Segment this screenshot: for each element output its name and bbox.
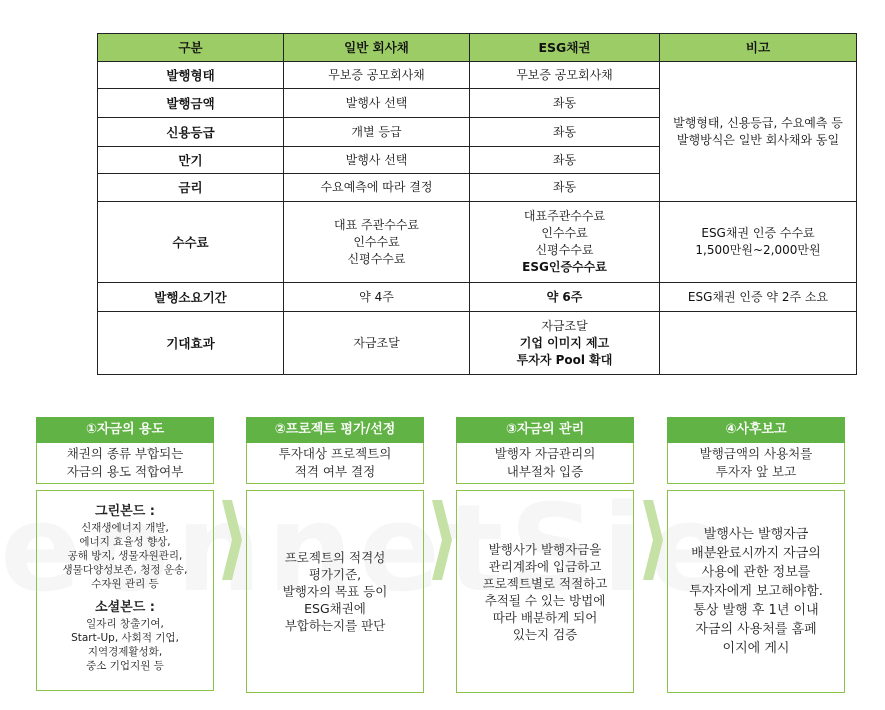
step-subtitle: 발행금액의 사용처를 투자자 앞 보고 — [667, 443, 845, 484]
chevron-right-icon — [220, 500, 244, 580]
table-row — [98, 202, 857, 283]
green-bond-title: 그린본드 : — [95, 504, 155, 519]
row-label: 금리 — [98, 174, 284, 202]
table-row — [98, 283, 857, 312]
chevron-right-icon — [430, 500, 454, 580]
general-cell: 대표 주관수수료 인수수료 신평수수료 — [284, 202, 470, 283]
esg-cell: 대표주관수수료 인수수료 신평수수료 ESG인증수수료 — [470, 202, 660, 283]
general-cell: 무보증 공모회사채 — [284, 62, 470, 89]
esg-cell: 약 6주 — [470, 283, 660, 312]
step-title: ③자금의 관리 — [456, 417, 634, 443]
social-bond-title: 소셜본드 : — [95, 600, 155, 615]
remark-cell: ESG채권 인증 수수료 1,500만원~2,000만원 — [660, 202, 857, 283]
table-row — [98, 312, 857, 375]
step-body: 프로젝트의 적격성 평가기준, 발행자의 목표 등이 ESG채권에 부합하는지를 판단 — [246, 490, 424, 693]
step-title: ②프로젝트 평가/선정 — [246, 417, 424, 443]
header-category: 구분 — [98, 34, 284, 62]
header-esg-bond: ESG채권 — [470, 34, 660, 62]
step-body: 발행사가 발행자금을 관리계좌에 입금하고 프로젝트별로 적절하고 추적될 수 있는 방법에 따라 배분하게 되어 있는지 검증 — [456, 490, 634, 693]
comparison-table — [97, 33, 857, 375]
chevron-right-icon — [641, 500, 665, 580]
esg-cell: 좌동 — [470, 118, 660, 147]
general-cell: 약 4주 — [284, 283, 470, 312]
general-cell: 발행사 선택 — [284, 89, 470, 118]
step-subtitle: 투자대상 프로젝트의 적격 여부 결정 — [246, 443, 424, 484]
header-general-bond: 일반 회사채 — [284, 34, 470, 62]
row-label: 발행소요기간 — [98, 283, 284, 312]
esg-cell: 무보증 공모회사채 — [470, 62, 660, 89]
step-body: 그린본드 : 신재생에너지 개발, 에너지 효율성 향상, 공해 방지, 생물자원관리, 생물다양성보존, 청정 운송, 수자원 관리 등 소셜본드 : 일자리 창출기여, Start-Up, 사회적 기업, 지역경제활성화, 중소 기업지원 등 — [36, 490, 214, 691]
row-label: 수수료 — [98, 202, 284, 283]
row-label: 신용등급 — [98, 118, 284, 147]
table-row — [98, 62, 857, 89]
esg-cell: 좌동 — [470, 89, 660, 118]
step-fund-management — [456, 417, 634, 693]
step-body: 발행사는 발행자금 배분완료시까지 자금의 사용에 관한 정보를 투자자에게 보고해야함. 통상 발행 후 1년 이내 자금의 사용처를 홈페 이지에 게시 — [667, 490, 845, 693]
step-title: ①자금의 용도 — [36, 417, 214, 443]
table-header-row — [98, 34, 857, 62]
general-cell: 개별 등급 — [284, 118, 470, 147]
step-post-reporting — [667, 417, 845, 693]
esg-cell: 자금조달 기업 이미지 제고 투자자 Pool 확대 — [470, 312, 660, 375]
remark-cell: ESG채권 인증 약 2주 소요 — [660, 283, 857, 312]
step-project-evaluation — [246, 417, 424, 693]
step-title: ④사후보고 — [667, 417, 845, 443]
row-label: 기대효과 — [98, 312, 284, 375]
merged-remark-cell: 발행형태, 신용등급, 수요예측 등 발행방식은 일반 회사채와 동일 — [660, 62, 857, 202]
esg-cell: 좌동 — [470, 174, 660, 202]
step-subtitle: 발행자 자금관리의 내부절차 입증 — [456, 443, 634, 484]
remark-cell — [660, 312, 857, 375]
step-subtitle: 채권의 종류 부합되는 자금의 용도 적합여부 — [36, 443, 214, 484]
general-cell: 수요예측에 따라 결정 — [284, 174, 470, 202]
general-cell: 발행사 선택 — [284, 147, 470, 174]
esg-cell: 좌동 — [470, 147, 660, 174]
row-label: 만기 — [98, 147, 284, 174]
step-use-of-proceeds — [36, 417, 214, 691]
header-remarks: 비고 — [660, 34, 857, 62]
row-label: 발행금액 — [98, 89, 284, 118]
row-label: 발행형태 — [98, 62, 284, 89]
general-cell: 자금조달 — [284, 312, 470, 375]
